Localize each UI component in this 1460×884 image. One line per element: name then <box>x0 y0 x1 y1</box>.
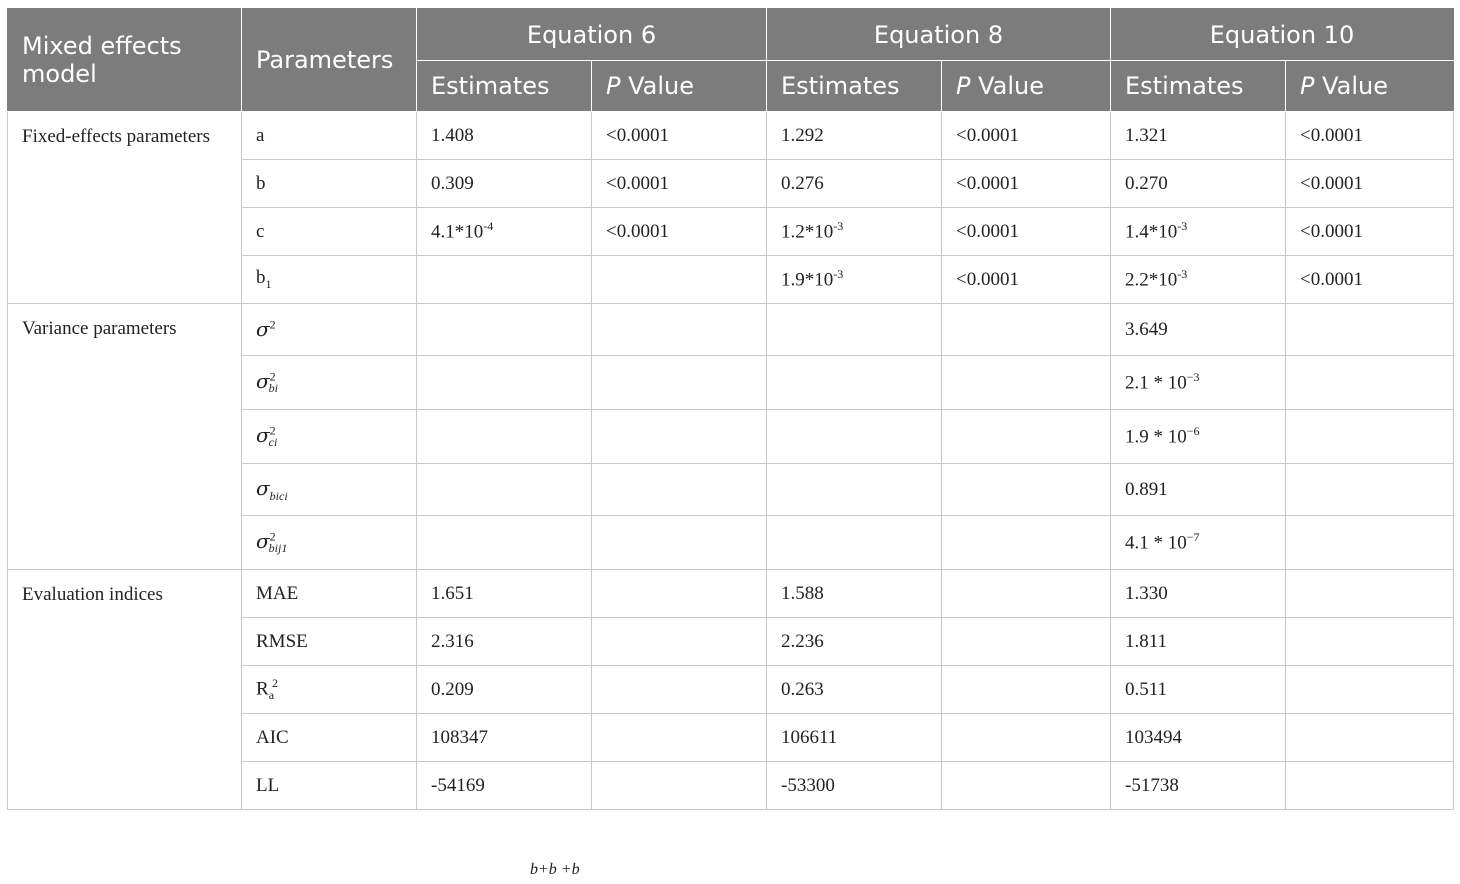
param-cell <box>242 256 417 304</box>
estimate-cell <box>767 304 942 356</box>
estimate-cell: 1.651 <box>417 570 592 618</box>
pvalue-cell: <0.0001 <box>592 208 767 256</box>
estimate-exponent: −3 <box>1186 370 1200 385</box>
pvalue-cell: <0.0001 <box>942 160 1111 208</box>
sigma-subscript: bij1 <box>268 541 288 556</box>
header-pvalue-6 <box>592 61 767 112</box>
sigma-subscript: bici <box>269 488 288 503</box>
param-cell: RMSE <box>242 618 417 666</box>
pvalue-cell <box>942 618 1111 666</box>
header-estimates-6: Estimates <box>417 61 592 112</box>
estimate-cell: 0.309 <box>417 160 592 208</box>
pvalue-cell: <0.0001 <box>1286 256 1454 304</box>
pvalue-cell <box>592 570 767 618</box>
estimate-cell: 106611 <box>767 714 942 762</box>
param-subscript: 1 <box>265 276 272 291</box>
pvalue-cell <box>1286 666 1454 714</box>
estimate-cell: 0.891 <box>1111 464 1286 516</box>
pvalue-cell <box>592 304 767 356</box>
estimate-base: 1.9*10 <box>781 269 834 291</box>
estimate-exponent: −6 <box>1186 424 1200 439</box>
pvalue-cell <box>592 714 767 762</box>
pvalue-cell: <0.0001 <box>1286 208 1454 256</box>
value-label: Value <box>620 72 695 100</box>
pvalue-cell <box>942 516 1111 570</box>
estimate-cell: 103494 <box>1111 714 1286 762</box>
estimate-cell: 1.292 <box>767 112 942 160</box>
estimate-cell <box>767 256 942 304</box>
pvalue-cell <box>1286 410 1454 464</box>
estimate-cell <box>1111 356 1286 410</box>
estimate-cell: 3.649 <box>1111 304 1286 356</box>
estimate-cell <box>417 464 592 516</box>
sigma-symbol: σ <box>256 368 270 393</box>
header-pvalue-10 <box>1286 61 1454 112</box>
estimate-cell <box>767 516 942 570</box>
pvalue-cell <box>1286 516 1454 570</box>
pvalue-cell: <0.0001 <box>1286 160 1454 208</box>
estimate-cell <box>767 410 942 464</box>
estimate-cell <box>417 304 592 356</box>
pvalue-cell <box>592 410 767 464</box>
estimate-base: 2.2*10 <box>1125 269 1178 291</box>
estimate-cell: 2.236 <box>767 618 942 666</box>
pvalue-cell <box>592 762 767 810</box>
estimate-cell <box>767 356 942 410</box>
estimate-cell <box>417 208 592 256</box>
param-subscript: a <box>268 688 275 703</box>
estimate-base: 2.1 * 10 <box>1125 372 1187 394</box>
header-equation-6: Equation 6 <box>417 9 767 61</box>
estimate-cell <box>417 356 592 410</box>
p-label: P <box>1300 72 1315 100</box>
pvalue-cell <box>592 618 767 666</box>
pvalue-cell <box>592 516 767 570</box>
header-equation-10: Equation 10 <box>1111 9 1454 61</box>
header-pvalue-8 <box>942 61 1111 112</box>
estimate-cell <box>767 208 942 256</box>
sigma-symbol: σ <box>256 422 270 447</box>
param-cell: a <box>242 112 417 160</box>
pvalue-cell: <0.0001 <box>942 256 1111 304</box>
sigma-symbol: σ <box>256 317 270 341</box>
estimate-cell: -54169 <box>417 762 592 810</box>
pvalue-cell <box>942 356 1111 410</box>
param-superscript: 2 <box>272 675 279 690</box>
pvalue-cell: <0.0001 <box>592 160 767 208</box>
estimate-cell: 108347 <box>417 714 592 762</box>
estimate-base: 1.4*10 <box>1125 221 1178 243</box>
table-row <box>8 112 1454 160</box>
param-symbol: b <box>256 267 266 289</box>
param-cell: AIC <box>242 714 417 762</box>
pvalue-cell <box>1286 762 1454 810</box>
estimate-cell: -51738 <box>1111 762 1286 810</box>
pvalue-cell <box>942 714 1111 762</box>
estimate-cell <box>1111 256 1286 304</box>
estimate-base: 1.2*10 <box>781 221 834 243</box>
header-row-top <box>8 9 1454 61</box>
estimate-exponent: -3 <box>833 219 844 234</box>
pvalue-cell <box>1286 570 1454 618</box>
sigma-superscript: 2 <box>269 369 276 384</box>
sigma-superscript: 2 <box>269 317 276 332</box>
header-equation-8: Equation 8 <box>767 9 1111 61</box>
pvalue-cell <box>1286 464 1454 516</box>
pvalue-cell <box>942 304 1111 356</box>
group-fixed-effects: Fixed-effects parameters <box>8 112 242 304</box>
p-label: P <box>956 72 971 100</box>
pvalue-cell: <0.0001 <box>592 112 767 160</box>
estimate-cell: 0.209 <box>417 666 592 714</box>
estimate-exponent: -3 <box>1177 267 1188 282</box>
param-cell <box>242 516 417 570</box>
header-model: Mixed effects model <box>8 9 242 112</box>
pvalue-cell <box>1286 304 1454 356</box>
param-cell <box>242 464 417 516</box>
table-row <box>8 570 1454 618</box>
pvalue-cell <box>1286 618 1454 666</box>
estimate-cell: 1.588 <box>767 570 942 618</box>
estimate-exponent: -3 <box>833 267 844 282</box>
estimate-exponent: -4 <box>483 219 494 234</box>
pvalue-cell <box>592 464 767 516</box>
estimate-cell: 1.330 <box>1111 570 1286 618</box>
value-label: Value <box>970 72 1045 100</box>
sigma-symbol: σ <box>256 528 270 553</box>
param-cell <box>242 304 417 356</box>
value-label: Value <box>1314 72 1389 100</box>
param-cell: LL <box>242 762 417 810</box>
estimate-cell <box>1111 516 1286 570</box>
estimate-cell <box>767 464 942 516</box>
pvalue-cell <box>942 410 1111 464</box>
estimate-cell: 0.511 <box>1111 666 1286 714</box>
pvalue-cell <box>942 464 1111 516</box>
pvalue-cell <box>1286 714 1454 762</box>
sigma-subscript: ci <box>268 435 278 450</box>
estimate-cell: 0.263 <box>767 666 942 714</box>
pvalue-cell: <0.0001 <box>1286 112 1454 160</box>
table-row <box>8 304 1454 356</box>
estimate-base: 4.1*10 <box>431 221 484 243</box>
pvalue-cell: <0.0001 <box>942 208 1111 256</box>
pvalue-cell: <0.0001 <box>942 112 1111 160</box>
estimate-base: 4.1 * 10 <box>1125 532 1187 554</box>
estimate-cell: 0.276 <box>767 160 942 208</box>
estimate-cell <box>1111 208 1286 256</box>
pvalue-cell <box>592 356 767 410</box>
param-cell: MAE <box>242 570 417 618</box>
param-cell: c <box>242 208 417 256</box>
pvalue-cell <box>592 666 767 714</box>
estimate-cell: 0.270 <box>1111 160 1286 208</box>
estimate-exponent: -3 <box>1177 219 1188 234</box>
pvalue-cell <box>1286 356 1454 410</box>
header-parameters: Parameters <box>242 9 417 112</box>
estimate-cell <box>417 516 592 570</box>
param-cell <box>242 666 417 714</box>
estimate-cell: 1.321 <box>1111 112 1286 160</box>
p-label: P <box>606 72 621 100</box>
group-variance: Variance parameters <box>8 304 242 570</box>
estimate-cell <box>1111 410 1286 464</box>
estimate-cell: 1.811 <box>1111 618 1286 666</box>
estimate-cell <box>417 410 592 464</box>
header-estimates-10: Estimates <box>1111 61 1286 112</box>
param-cell <box>242 356 417 410</box>
estimate-exponent: −7 <box>1186 530 1200 545</box>
param-cell <box>242 410 417 464</box>
sigma-symbol: σ <box>256 475 270 500</box>
estimate-cell: 2.316 <box>417 618 592 666</box>
sigma-superscript: 2 <box>269 529 276 544</box>
results-table <box>7 8 1454 810</box>
header-estimates-8: Estimates <box>767 61 942 112</box>
sigma-subscript: bi <box>268 381 278 396</box>
estimate-base: 1.9 * 10 <box>1125 426 1187 448</box>
footnote-formula: b+b +b <box>530 861 580 878</box>
estimate-cell: -53300 <box>767 762 942 810</box>
sigma-superscript: 2 <box>269 423 276 438</box>
pvalue-cell <box>942 762 1111 810</box>
param-symbol: R <box>256 678 269 700</box>
estimate-cell: 1.408 <box>417 112 592 160</box>
estimate-cell <box>417 256 592 304</box>
pvalue-cell <box>592 256 767 304</box>
group-evaluation: Evaluation indices <box>8 570 242 810</box>
pvalue-cell <box>942 570 1111 618</box>
pvalue-cell <box>942 666 1111 714</box>
param-cell: b <box>242 160 417 208</box>
